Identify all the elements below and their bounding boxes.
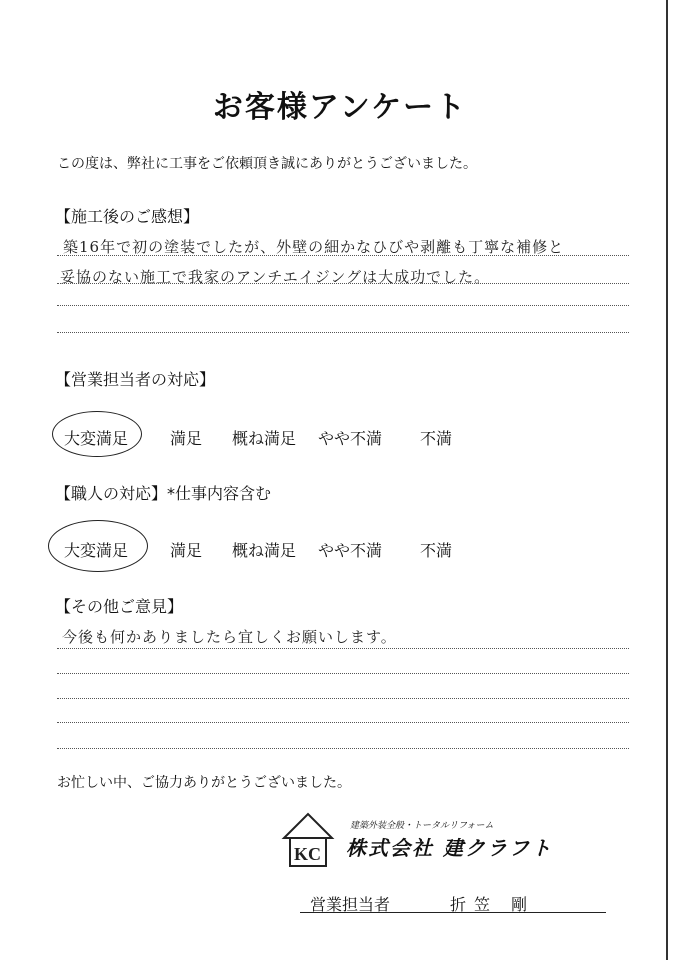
impressions-answer-line-1: 築16年で初の塗装でしたが、外壁の細かなひびや剥離も丁寧な補修と <box>63 238 565 256</box>
intro-text: この度は、弊社に工事をご依頼頂き誠にありがとうございました。 <box>57 156 477 172</box>
rating-option-somewhat-dissatisfied[interactable]: やや不満 <box>318 541 383 560</box>
company-tagline: 建築外装全般・トータルリフォーム <box>350 821 494 831</box>
answer-rule <box>57 305 629 306</box>
page-title: お客様アンケート <box>212 90 468 125</box>
rating-option-dissatisfied[interactable]: 不満 <box>420 429 453 448</box>
rating-option-mostly-satisfied[interactable]: 概ね満足 <box>232 429 297 448</box>
rating-option-very-satisfied[interactable]: 大変満足 <box>64 541 129 560</box>
answer-rule <box>57 722 629 723</box>
answer-rule <box>57 673 629 674</box>
page-edge-rule <box>666 0 668 960</box>
company-name: 株式会社 建クラフト <box>346 836 553 860</box>
other-answer-line-1: 今後も何かありましたら宜しくお願いします。 <box>62 628 397 646</box>
answer-rule <box>57 748 629 749</box>
rating-option-dissatisfied[interactable]: 不満 <box>420 541 453 560</box>
section-other-label: 【その他ご意見】 <box>55 597 184 616</box>
impressions-answer-line-2: 妥協のない施工で我家のアンチエイジングは大成功でした。 <box>60 268 491 286</box>
answer-rule <box>57 332 629 333</box>
section-sales-label: 【営業担当者の対応】 <box>55 370 216 389</box>
rating-option-satisfied[interactable]: 満足 <box>170 541 203 560</box>
rating-option-satisfied[interactable]: 満足 <box>170 429 203 448</box>
answer-rule <box>57 698 629 699</box>
staff-signature-line <box>300 912 606 913</box>
answer-rule <box>57 648 629 649</box>
rating-option-somewhat-dissatisfied[interactable]: やや不満 <box>318 429 383 448</box>
rating-option-mostly-satisfied[interactable]: 概ね満足 <box>232 541 297 560</box>
rating-option-very-satisfied[interactable]: 大変満足 <box>64 429 129 448</box>
section-impressions-label: 【施工後のご感想】 <box>55 207 200 226</box>
logo-mark-text: KC <box>294 844 321 864</box>
staff-name: 折笠 剛 <box>450 895 536 914</box>
answer-rule <box>57 283 629 284</box>
staff-role-label: 営業担当者 <box>310 895 391 914</box>
section-craftsmen-label: 【職人の対応】*仕事内容含む <box>55 484 272 503</box>
closing-text: お忙しい中、ご協力ありがとうございました。 <box>57 775 351 791</box>
answer-rule <box>57 255 629 256</box>
